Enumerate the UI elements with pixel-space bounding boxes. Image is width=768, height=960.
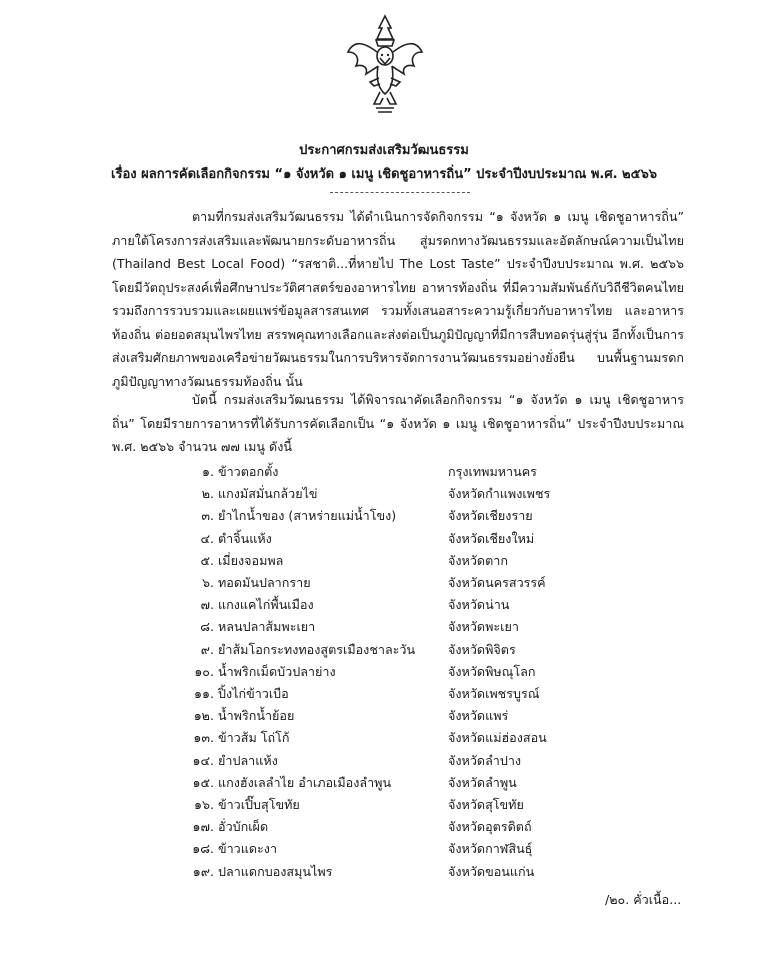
menu-number: ๑๕. [192,774,214,790]
menu-number: ๑๔. [192,752,214,768]
menu-number: ๙. [200,641,214,657]
menu-row [0,551,768,573]
menu-province: จังหวัดเชียงราย [448,508,533,524]
menu-dish-name: ตำจิ้นแห้ง [218,530,272,546]
menu-number: ๑๘. [192,841,214,857]
menu-dish-name: ยำส้มโอกระทงทองสูตรเมืองชาละวัน [218,641,416,657]
menu-number: ๑๐. [194,663,214,679]
paragraph-2-text: บัดนี้ กรมส่งเสริมวัฒนธรรม ได้พิจารณาคัดเลือกกิจกรรม “๑ จังหวัด ๑ เมนู เชิดชูอาหารถิ่น” โดยมีรายการอาหารที่ได้รับการคัดเลือกเป็น “๑ จังหวัด ๑ เมนู เชิดชูอาหารถิ่น” ประจำปีงบประมาณ พ.ศ. ๒๕๖๖ จำนวน ๗๗ เมนู ดังนี้ [112,392,684,454]
menu-dish-name: อั่วบักเผ็ด [218,819,269,835]
menu-province: จังหวัดตาก [448,552,508,568]
menu-row [0,617,768,639]
menu-number: ๒. [201,486,214,502]
menu-number: ๑๒. [193,708,214,724]
menu-row [0,795,768,817]
continuation-note: /๒๐. คั่วเนื้อ... [605,892,682,907]
menu-dish-name: ปิ้งไก่ข้าวเบือ [218,686,289,701]
body-paragraph-2 [112,388,684,459]
menu-row [0,462,768,484]
menu-row [0,751,768,773]
menu-province: จังหวัดกำแพงเพชร [448,486,551,502]
menu-number: ๑๓. [193,730,214,746]
menu-number: ๖. [202,575,214,590]
menu-number: ๔. [200,530,214,546]
menu-number: ๑๙. [192,863,214,879]
body-paragraph-1 [112,205,684,393]
menu-province: จังหวัดพิษณุโลก [448,663,536,679]
menu-number: ๑. [202,464,214,479]
menu-dish-name: หลนปลาส้มพะเยา [218,619,316,635]
menu-row [0,573,768,595]
menu-province: จังหวัดกาฬสินธุ์ [448,841,533,857]
menu-dish-name: ข้าวส้ม โถ่โก้ [218,730,290,746]
menu-province: กรุงเทพมหานคร [448,464,537,479]
menu-dish-name: แกงฮังเลลำไย อำเภอเมืองลำพูน [218,774,392,790]
menu-province: จังหวัดลำพูน [448,774,517,790]
garuda-emblem-icon [346,12,424,116]
menu-row [0,817,768,839]
menu-province: จังหวัดเพชรบูรณ์ [448,686,540,701]
menu-number: ๗. [200,597,214,613]
menu-dish-name: ข้าวเปิ๊บสุโขทัย [218,797,300,812]
menu-number: ๑๗. [192,819,214,835]
announcement-subject: เรื่อง ผลการคัดเลือกกิจกรรม “๑ จังหวัด ๑ เมนู เชิดชูอาหารถิ่น” ประจำปีงบประมาณ พ.ศ. ๒๕๖๖ [111,167,657,182]
menu-row [0,684,768,706]
menu-dish-name: ข้าวตอกตั้ง [218,464,279,479]
menu-row [0,706,768,728]
announcement-title: ประกาศกรมส่งเสริมวัฒนธรรม [299,143,469,158]
menu-dish-name: แกงแคไก่พื้นเมือง [218,597,314,613]
menu-number: ๑๖. [194,797,214,812]
menu-row [0,728,768,750]
menu-row [0,529,768,551]
menu-number: ๓. [201,508,214,524]
menu-dish-name: เมี่ยงจอมพล [218,552,284,568]
menu-dish-name: ปลาแดกบองสมุนไพร [218,863,333,879]
menu-province: จังหวัดแม่ฮ่องสอน [448,730,547,746]
menu-row [0,484,768,506]
menu-row [0,662,768,684]
menu-row [0,839,768,861]
menu-province: จังหวัดอุตรดิตถ์ [448,819,532,835]
menu-province: จังหวัดลำปาง [448,752,522,768]
menu-province: จังหวัดน่าน [448,597,510,613]
menu-dish-name: ยำไกน้ำของ (สาหร่ายแม่น้ำโขง) [218,508,397,524]
menu-number: ๑๑. [194,686,214,701]
paragraph-1-text: ตามที่กรมส่งเสริมวัฒนธรรม ได้ดำเนินการจัดกิจกรรม “๑ จังหวัด ๑ เมนู เชิดชูอาหารถิ่น” ภายใต้โครงการส่งเสริมและพัฒนายกระดับอาหารถิ่น สู่มรดกทางวัฒนธรรมและอัตลักษณ์ความเป็นไทย (Thailand Best Local Food) “รสชาติ...ที่หายไป The Lost Taste” ประจำปีงบประมาณ พ.ศ. ๒๕๖๖ โดยมีวัตถุประสงค์เพื่อศึกษาประวัติศาสตร์ของอาหารไทย อาหารท้องถิ่น ที่มีความสัมพันธ์กับวิถีชีวิตคนไทย รวมถึงการรวบรวมและเผยแพร่ข้อมูลสารสนเทศ รวมทั้งเสนอสาระความรู้เกี่ยวกับอาหารไทย และอาหารท้องถิ่น ต่อยอดสมุนไพรไทย สรรพคุณทางเลือกและส่งต่อเป็นภูมิปัญญาที่มีการสืบทอดรุ่นสู่รุ่น อีกทั้งเป็นการส่งเสริมศักยภาพของเครือข่ายวัฒนธรรมในการบริหารจัดการงานวัฒนธรรมอย่างยั่งยืน บนพื้นฐานมรดกภูมิปัญญาทางวัฒนธรรมท้องถิ่น นั้น [112,209,684,389]
menu-dish-name: น้ำพริกเม็ดบัวปลาย่าง [218,663,336,679]
menu-province: จังหวัดพิจิตร [448,641,516,657]
menu-province: จังหวัดขอนแก่น [448,863,535,879]
menu-province: จังหวัดเชียงใหม่ [448,530,535,546]
menu-row [0,773,768,795]
menu-dish-name: น้ำพริกน้ำย้อย [218,708,295,724]
menu-province: จังหวัดแพร่ [448,708,509,724]
menu-province: จังหวัดพะเยา [448,619,519,635]
menu-province: จังหวัดนครสวรรค์ [448,575,546,590]
menu-dish-name: ทอดมันปลากราย [218,575,311,590]
menu-number: ๕. [200,552,214,568]
menu-dish-name: แกงมัสมั่นกล้วยไข่ [218,486,318,502]
menu-number: ๘. [200,619,214,635]
menu-dish-name: ข้าวแดะงา [218,841,278,857]
menu-row [0,640,768,662]
menu-row [0,595,768,617]
menu-province: จังหวัดสุโขทัย [448,797,524,812]
menu-row [0,862,768,884]
title-divider [330,192,470,193]
menu-row [0,506,768,528]
menu-dish-name: ยำปลาแห้ง [218,752,278,768]
